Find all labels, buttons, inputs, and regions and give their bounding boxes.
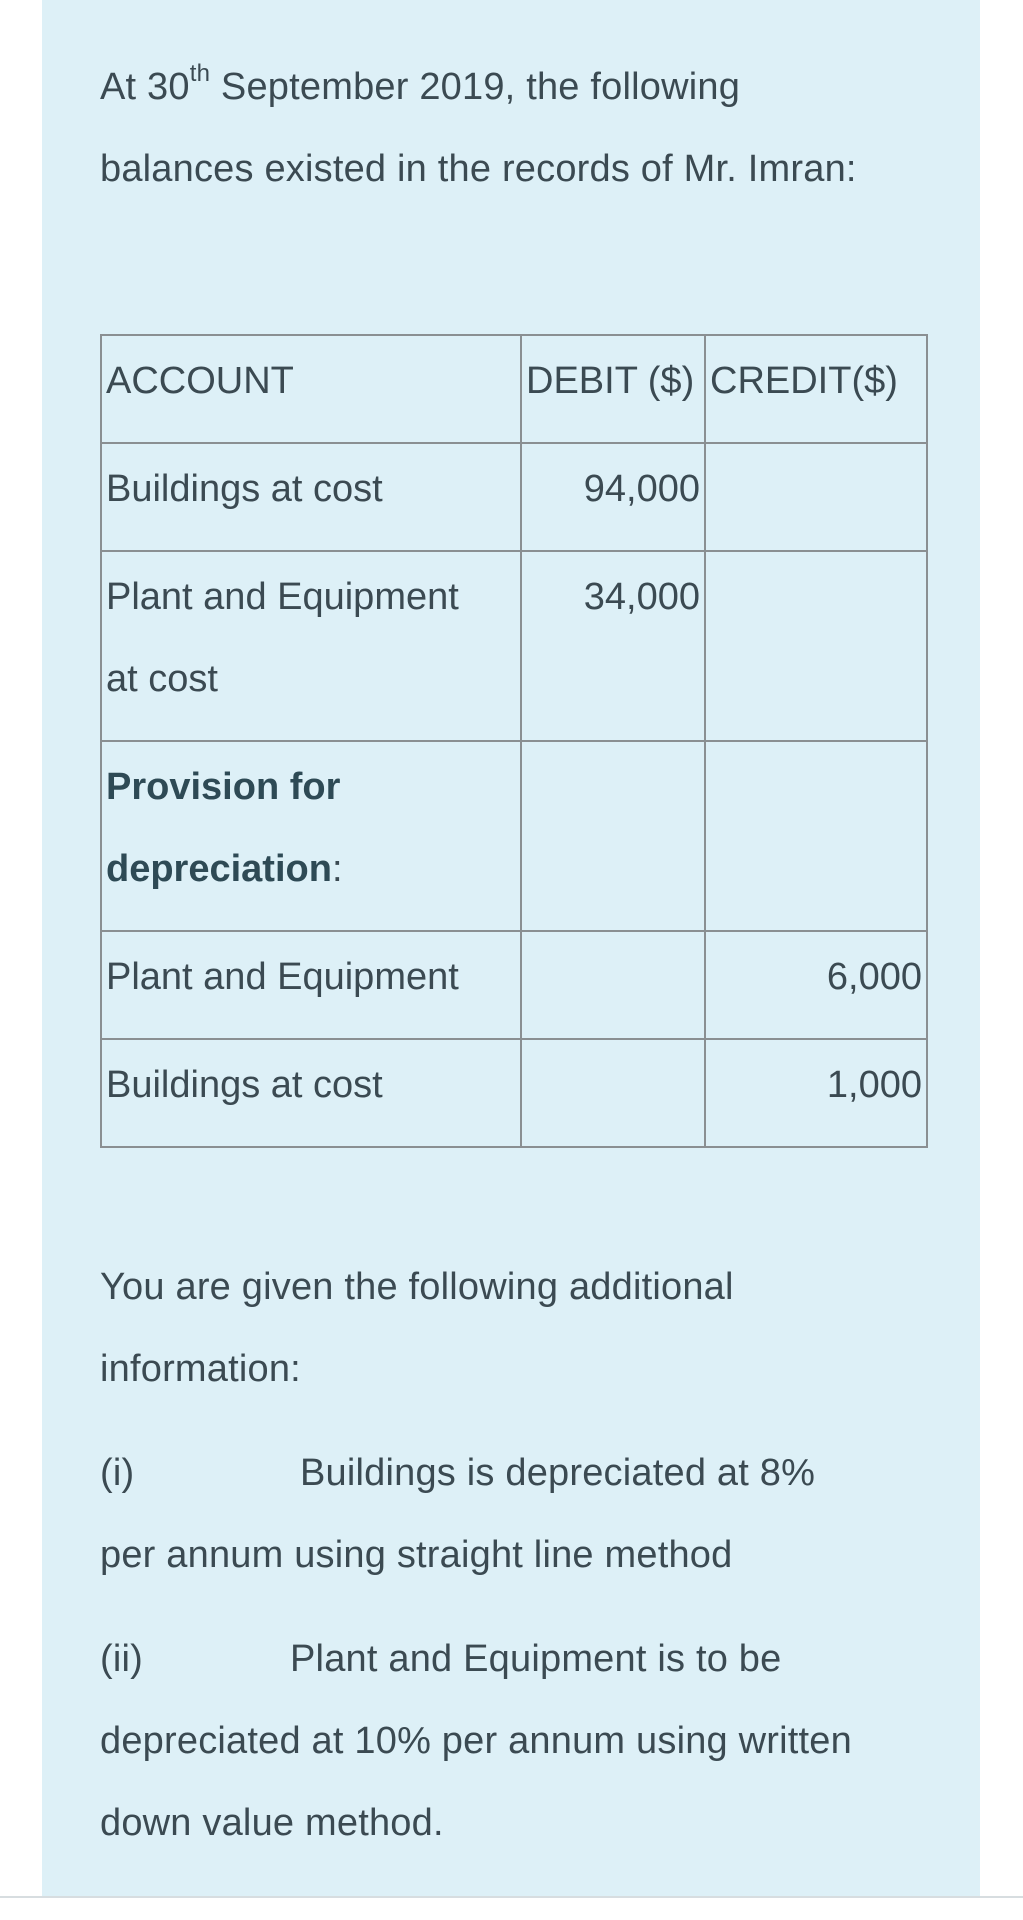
- item-1-text: Buildings is depreciated at 8%: [300, 1452, 816, 1494]
- item-1-continued: per annum using straight line method: [100, 1534, 733, 1576]
- item-2-text: Plant and Equipment is to be: [290, 1638, 782, 1680]
- cell-credit: [705, 443, 927, 551]
- cell-credit: [705, 741, 927, 931]
- additional-line-1: You are given the following additional: [100, 1266, 734, 1308]
- item-1-marker: (i): [100, 1452, 135, 1494]
- table-row: [101, 1039, 927, 1147]
- cell-credit: 6,000: [705, 931, 927, 1039]
- cell-account: Buildings at cost: [101, 1039, 521, 1147]
- divider: [0, 1896, 1023, 1898]
- cell-account: Plant and Equipment at cost: [101, 551, 521, 741]
- item-2-continued-2: down value method.: [100, 1802, 444, 1844]
- cell-debit: 94,000: [521, 443, 705, 551]
- header-account: ACCOUNT: [101, 335, 521, 443]
- cell-account: Provision for depreciation:: [101, 741, 521, 931]
- additional-line-2: information:: [100, 1348, 301, 1390]
- header-credit: CREDIT($): [705, 335, 927, 443]
- intro-line-2: balances existed in the records of Mr. Imran:: [100, 148, 857, 190]
- table-row: [101, 551, 927, 741]
- cell-credit: [705, 551, 927, 741]
- cell-debit: [521, 1039, 705, 1147]
- cell-account: Plant and Equipment: [101, 931, 521, 1039]
- table-row: [101, 443, 927, 551]
- item-2-continued-1: depreciated at 10% per annum using written: [100, 1720, 852, 1762]
- table-row: [101, 931, 927, 1039]
- item-2: [100, 1618, 940, 1700]
- item-1: [100, 1432, 940, 1514]
- balances-table: [100, 334, 928, 1148]
- intro-line-1: At 30th September 2019, the following: [100, 60, 741, 108]
- cell-credit: 1,000: [705, 1039, 927, 1147]
- cell-debit: [521, 931, 705, 1039]
- item-2-marker: (ii): [100, 1638, 143, 1680]
- cell-debit: [521, 741, 705, 931]
- header-debit: DEBIT ($): [521, 335, 705, 443]
- cell-debit: 34,000: [521, 551, 705, 741]
- table-row: [101, 741, 927, 931]
- cell-account: Buildings at cost: [101, 443, 521, 551]
- table-header-row: [101, 335, 927, 443]
